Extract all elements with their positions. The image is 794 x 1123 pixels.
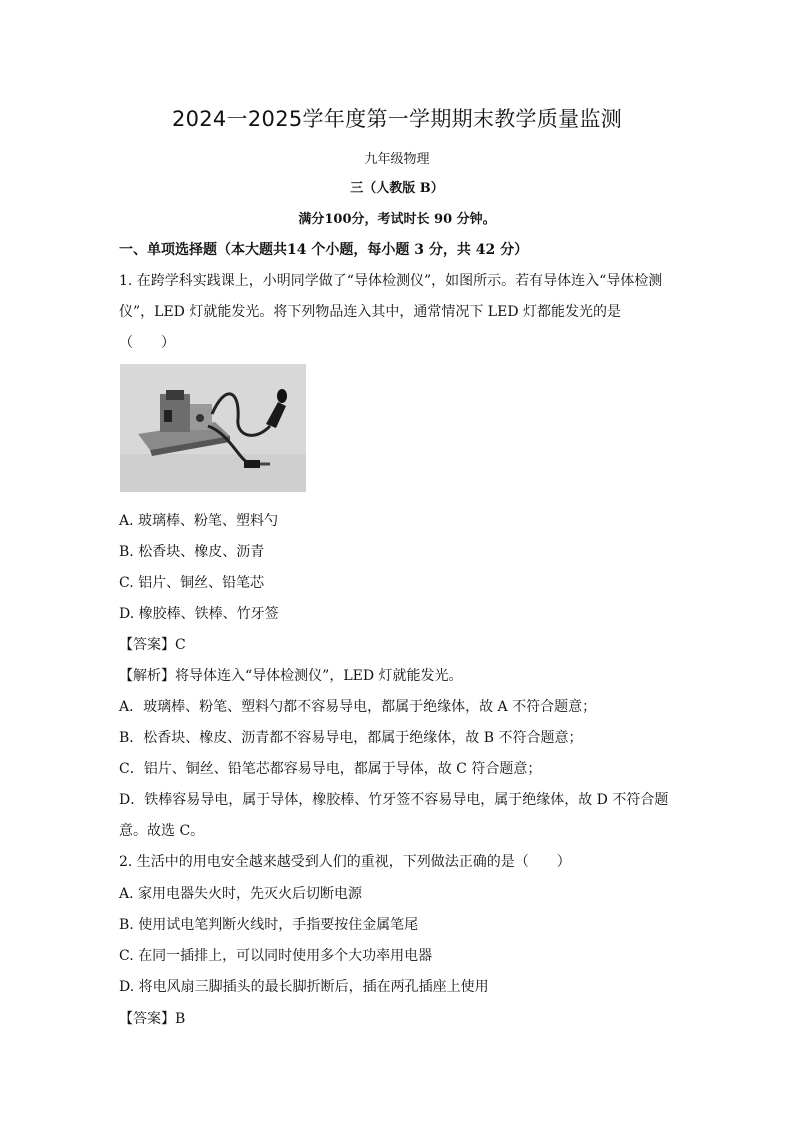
q1-analysis-b: B．松香块、橡皮、沥青都不容易导电，都属于绝缘体，故 B 不符合题意； bbox=[119, 730, 583, 746]
q1-paren: （ ） bbox=[119, 335, 175, 351]
q1-option-d: D. 橡胶棒、铁棒、竹牙签 bbox=[119, 606, 279, 622]
q1-answer: 【答案】C bbox=[119, 637, 186, 653]
grade-subject: 九年级物理 bbox=[364, 152, 430, 167]
q1-analysis-conclusion: 意。故选 C。 bbox=[119, 823, 205, 839]
q2-option-a: A. 家用电器失火时，先灭火后切断电源 bbox=[119, 886, 363, 902]
q2-option-c: C. 在同一插排上，可以同时使用多个大功率用电器 bbox=[119, 948, 433, 964]
q2-option-b: B. 使用试电笔判断火线时，手指要按住金属笔尾 bbox=[119, 917, 419, 933]
edition-label: 三（人教版 B） bbox=[350, 181, 444, 196]
q1-analysis-d: D．铁棒容易导电，属于导体，橡胶棒、竹牙签不容易导电，属于绝缘体，故 D 不符合题 bbox=[119, 792, 669, 808]
q1-stem-line1: 1. 在跨学科实践课上，小明同学做了“导体检测仪”，如图所示。若有导体连入“导体检测 bbox=[119, 273, 663, 289]
q1-option-c: C. 铝片、铜丝、铅笔芯 bbox=[119, 575, 265, 591]
section-heading: 一、单项选择题（本大题共14 个小题，每小题 3 分，共 42 分） bbox=[119, 242, 529, 258]
score-time-note: 满分100分，考试时长 90 分钟。 bbox=[298, 212, 496, 227]
q1-option-a: A. 玻璃棒、粉笔、塑料勺 bbox=[119, 513, 279, 529]
q1-option-b: B. 松香块、橡皮、沥青 bbox=[119, 544, 265, 560]
conductor-tester-photo bbox=[120, 364, 306, 492]
q1-analysis-c: C．铝片、铜丝、铅笔芯都容易导电，都属于导体，故 C 符合题意； bbox=[119, 761, 542, 777]
q2-answer: 【答案】B bbox=[119, 1011, 186, 1027]
q2-option-d: D. 将电风扇三脚插头的最长脚折断后，插在两孔插座上使用 bbox=[119, 979, 489, 995]
q1-stem-line2: 仪”，LED 灯就能发光。将下列物品连入其中，通常情况下 LED 灯都能发光的是 bbox=[119, 304, 621, 320]
q1-analysis-a: A．玻璃棒、粉笔、塑料勺都不容易导电，都属于绝缘体，故 A 不符合题意； bbox=[119, 699, 597, 715]
q1-analysis-intro: 【解析】将导体连入“导体检测仪”，LED 灯就能发光。 bbox=[119, 668, 463, 684]
q2-stem: 2. 生活中的用电安全越来越受到人们的重视，下列做法正确的是（ ） bbox=[119, 854, 571, 870]
page-title: 2024一2025学年度第一学期期末教学质量监测 bbox=[171, 107, 623, 131]
conductor-tester-illustration bbox=[120, 364, 306, 492]
